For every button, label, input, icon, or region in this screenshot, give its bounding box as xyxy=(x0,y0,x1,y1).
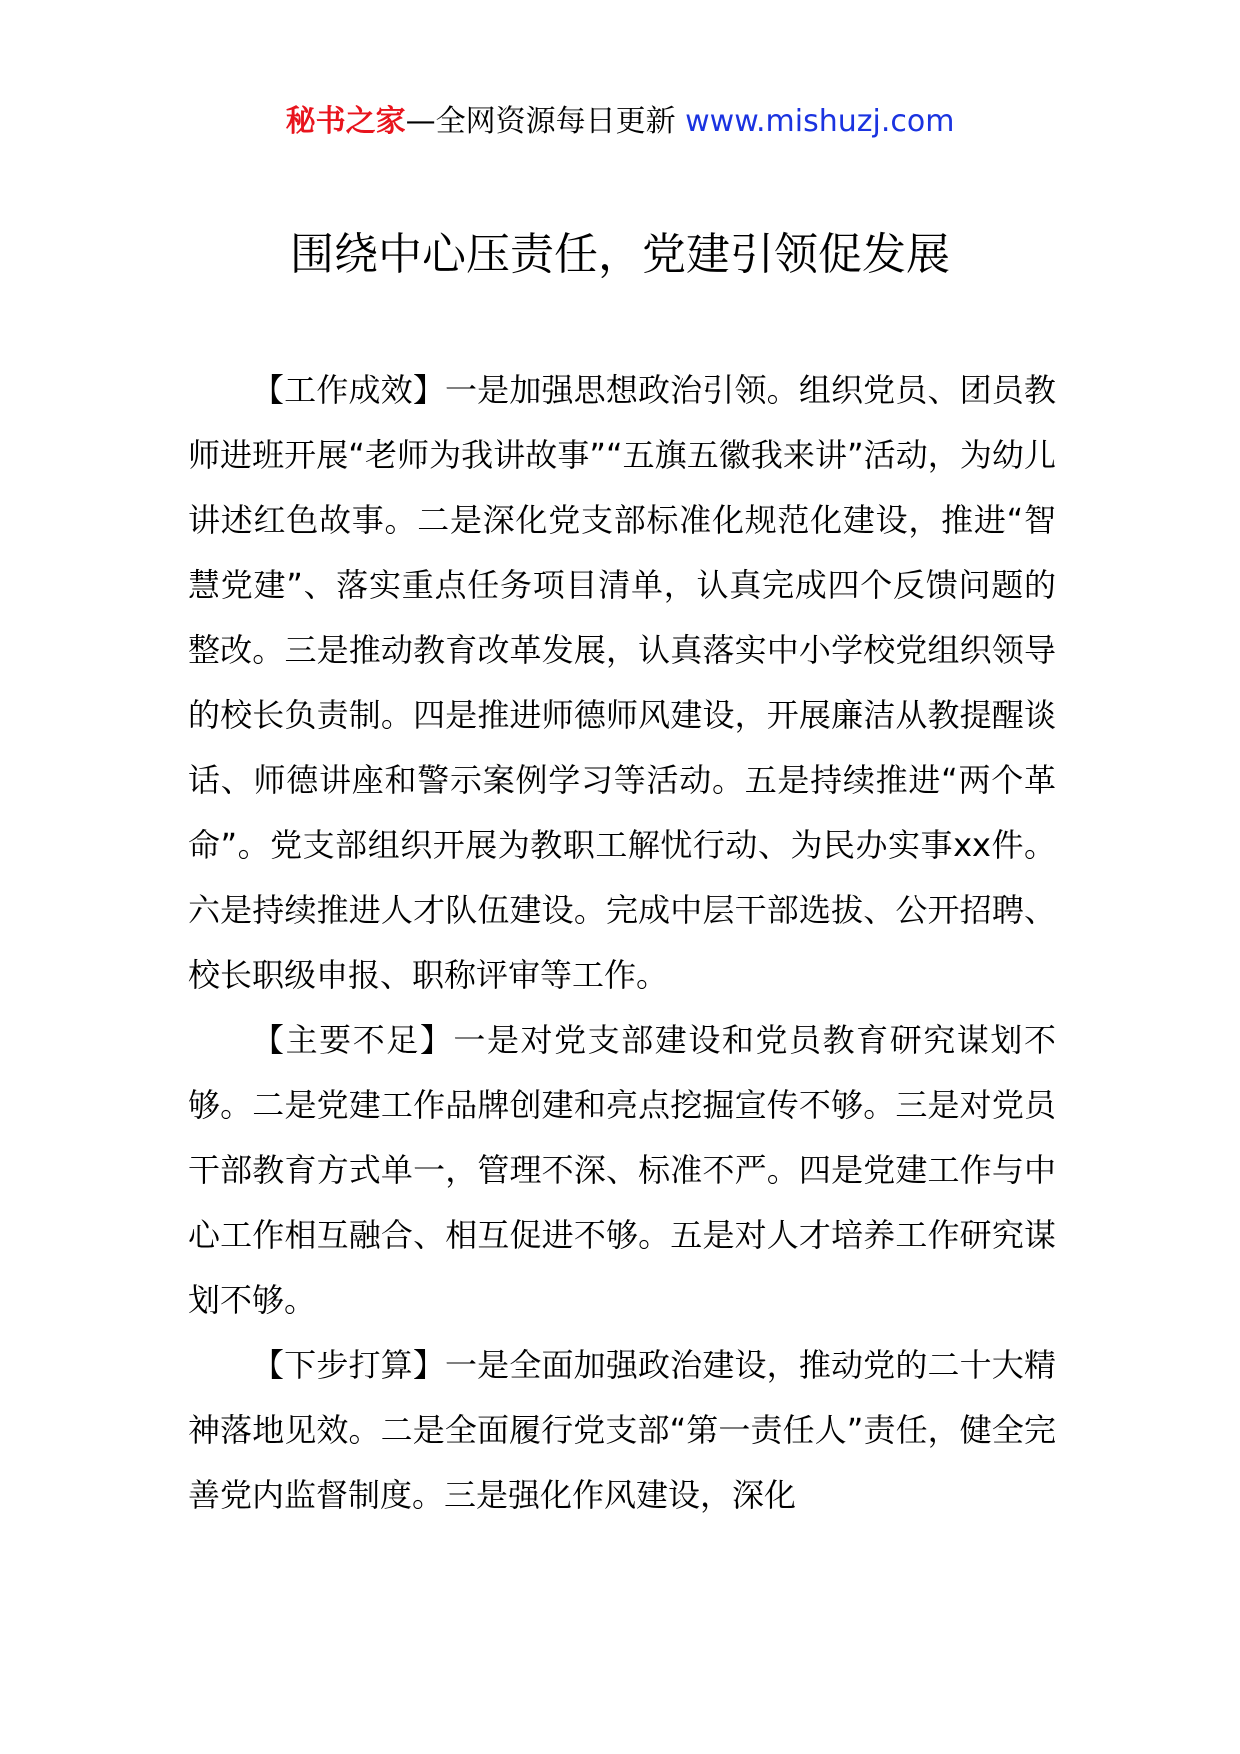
paragraph-next-steps xyxy=(188,1333,1056,1528)
document-title: 围绕中心压责任，党建引领促发展 xyxy=(290,229,950,280)
paragraph-heading: 【下步打算】 xyxy=(252,1346,445,1384)
paragraph-heading: 【工作成效】 xyxy=(252,371,445,409)
paragraph-text: 一是加强思想政治引领。组织党员、团员教师进班开展“老师为我讲故事”“五旗五徽我来讲”活动，为幼儿讲述红色故事。二是深化党支部标准化规范化建设，推进“智慧党建”、落实重点任务项目清单，认真完成四个反馈问题的整改。三是推动教育改革发展，认真落实中小学校党组织领导的校长负责制。四是推进师德师风建设，开展廉洁从教提醒谈话、师德讲座和警示案例学习等活动。五是持续推进“两个革命”。党支部组织开展为教职工解忧行动、为民办实事xx件。六是持续推进人才队伍建设。完成中层干部选拔、公开招聘、校长职级申报、职称评审等工作。 xyxy=(188,371,1056,994)
paragraph-shortcomings xyxy=(188,1008,1056,1333)
document-body xyxy=(188,358,1056,1528)
paragraph-work-results xyxy=(188,358,1056,1008)
paragraph-text: 一是全面加强政治建设，推动党的二十大精神落地见效。二是全面履行党支部“第一责任人”责任，健全完善党内监督制度。三是强化作风建设，深化 xyxy=(188,1346,1056,1514)
site-url-link[interactable]: www.mishuzj.com xyxy=(685,104,955,139)
site-brand: 秘书之家 xyxy=(285,104,406,139)
paragraph-heading: 【主要不足】 xyxy=(252,1021,454,1059)
site-tagline: —全网资源每日更新 xyxy=(405,104,676,139)
site-header xyxy=(0,100,1240,144)
paragraph-text: 一是对党支部建设和党员教育研究谋划不够。二是党建工作品牌创建和亮点挖掘宣传不够。三是对党员干部教育方式单一，管理不深、标准不严。四是党建工作与中心工作相互融合、相互促进不够。五是对人才培养工作研究谋划不够。 xyxy=(188,1021,1056,1319)
